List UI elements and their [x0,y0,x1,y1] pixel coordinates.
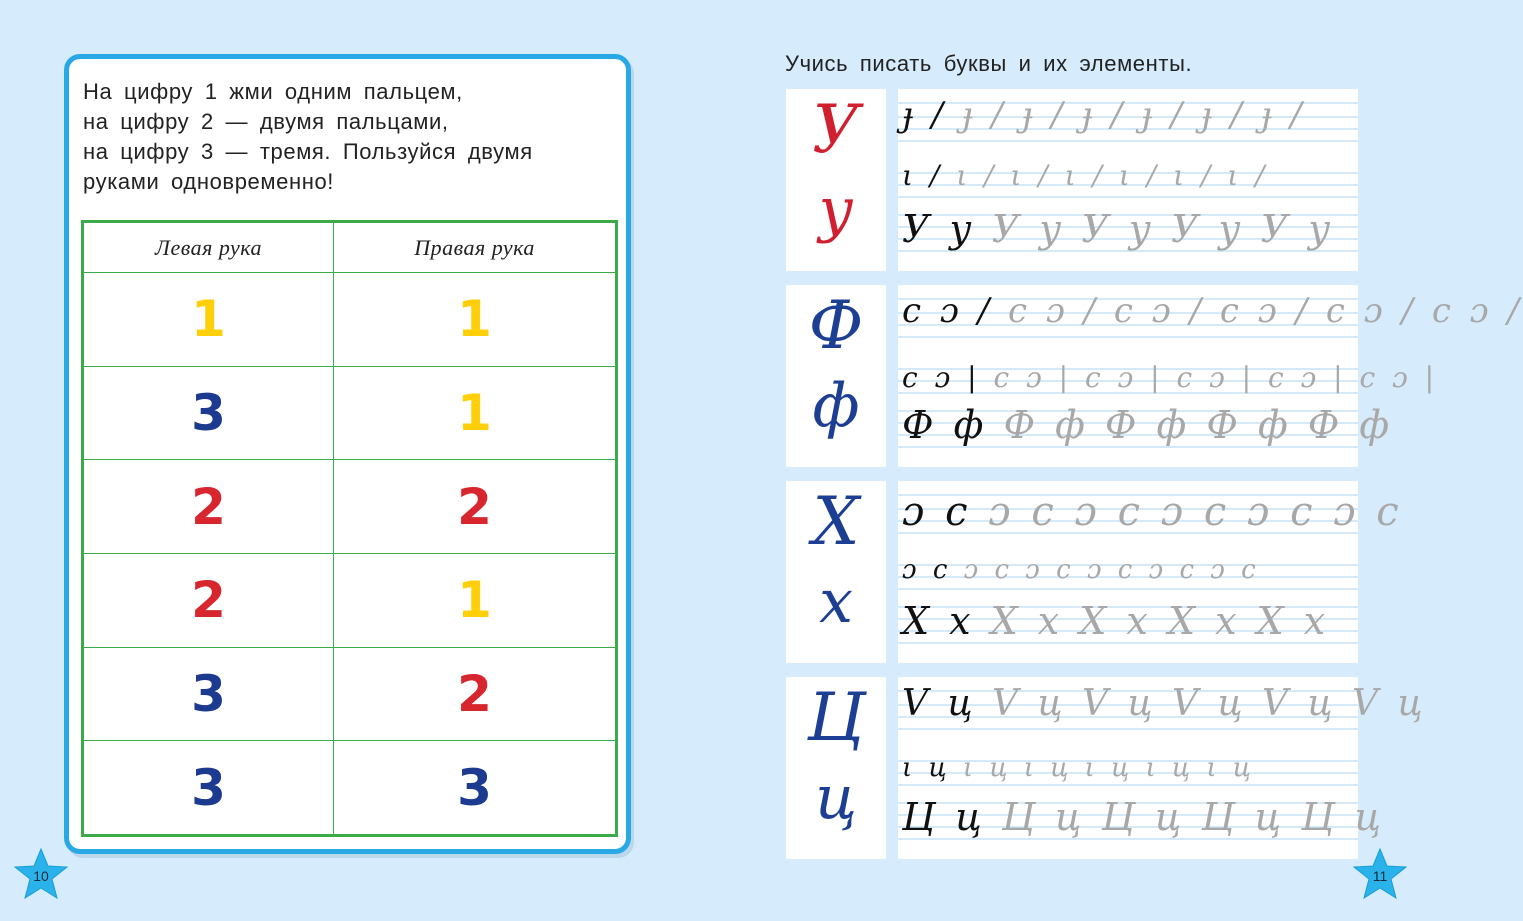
example-elements: ɔ c [902,555,952,585]
table-row [84,460,616,554]
example-letters: Х х [902,599,975,643]
example-elements: c ɔ | [902,361,981,394]
page-number-star-left [12,846,70,904]
example-letters: У у [902,207,976,251]
lowercase-letter: у [818,175,854,245]
header-right-hand: Правая рука [334,223,616,273]
practice-area-ts [898,677,1427,859]
table-row [84,553,616,647]
page-number-star-right [1351,846,1409,904]
example-elements: ι / [902,159,944,192]
left-hand-number: 2 [191,477,226,536]
trace-letters: Х х Х х Х х Х х [990,599,1330,643]
example-elements: c ɔ / [902,291,994,331]
table-row [84,741,616,835]
table-header-row [84,223,616,273]
trace-elements: c ɔ / c ɔ / c ɔ / c ɔ / c ɔ / [1007,291,1523,331]
lowercase-letter: ф [812,371,860,441]
trace-elements: ɔ c ɔ c ɔ c ɔ c ɔ c [988,489,1403,535]
example-elements: ɔ c [902,489,972,535]
finger-table [81,220,618,837]
practice-area-kh [898,481,1403,663]
uppercase-letter: Ф [808,287,864,364]
letter-card-u [786,89,886,271]
exercise-card [64,54,631,854]
trace-elements: ι ц ι ц ι ц ι ц ι ц [962,753,1255,783]
practice-area-f [898,285,1523,467]
lowercase-letter: х [819,567,853,637]
page-number: 11 [1372,868,1388,884]
practice-area-u [898,89,1358,271]
letter-card-ts [786,677,886,859]
example-elements: ɟ / [902,95,947,135]
letter-card-kh [786,481,886,663]
trace-elements: ι / ι / ι / ι / ι / ι / [956,159,1269,192]
right-hand-number: 1 [457,290,492,349]
left-hand-number: 3 [191,758,226,817]
uppercase-letter: Х [812,483,860,560]
trace-elements: ɔ c ɔ c ɔ c ɔ c ɔ c [963,555,1260,585]
left-hand-number: 3 [191,383,226,442]
example-elements: V ц [902,683,977,724]
header-left-hand: Левая рука [84,223,334,273]
example-elements: ι ц [902,753,951,783]
right-hand-number: 3 [457,758,492,817]
right-hand-number: 2 [457,664,492,723]
example-letters: Ф ф [902,403,988,447]
trace-letters: Ц ц Ц ц Ц ц Ц ц [1001,795,1385,839]
left-hand-number: 1 [191,290,226,349]
left-hand-number: 2 [191,571,226,630]
instruction-line: руками одновременно! [83,169,334,194]
trace-elements: V ц V ц V ц V ц V ц [992,683,1427,724]
table-row [84,273,616,367]
instruction-line: На цифру 1 жми одним пальцем, [83,79,463,104]
letter-card-f [786,285,886,467]
trace-letters: У у У у У у У у [991,207,1335,251]
example-letters: Ц ц [902,795,986,839]
instruction-line: на цифру 3 — тремя. Пользуйся двумя [83,139,533,164]
instructions [83,77,603,197]
trace-elements: ɟ / ɟ / ɟ / ɟ / ɟ / ɟ / [961,95,1306,135]
trace-elements: c ɔ | c ɔ | c ɔ | c ɔ | c ɔ | [993,361,1439,394]
right-hand-number: 1 [457,571,492,630]
page-heading: Учись писать буквы и их элементы. [785,51,1193,76]
right-hand-number: 1 [457,383,492,442]
left-hand-number: 3 [191,664,226,723]
uppercase-letter: Ц [807,679,865,756]
right-hand-number: 2 [457,477,492,536]
uppercase-letter: У [812,91,860,168]
instruction-line: на цифру 2 — двумя пальцами, [83,109,449,134]
page-number: 10 [33,868,49,884]
lowercase-letter: ц [815,763,857,833]
table-row [84,647,616,741]
table-row [84,366,616,460]
trace-letters: Ф ф Ф ф Ф ф Ф ф [1003,403,1394,447]
